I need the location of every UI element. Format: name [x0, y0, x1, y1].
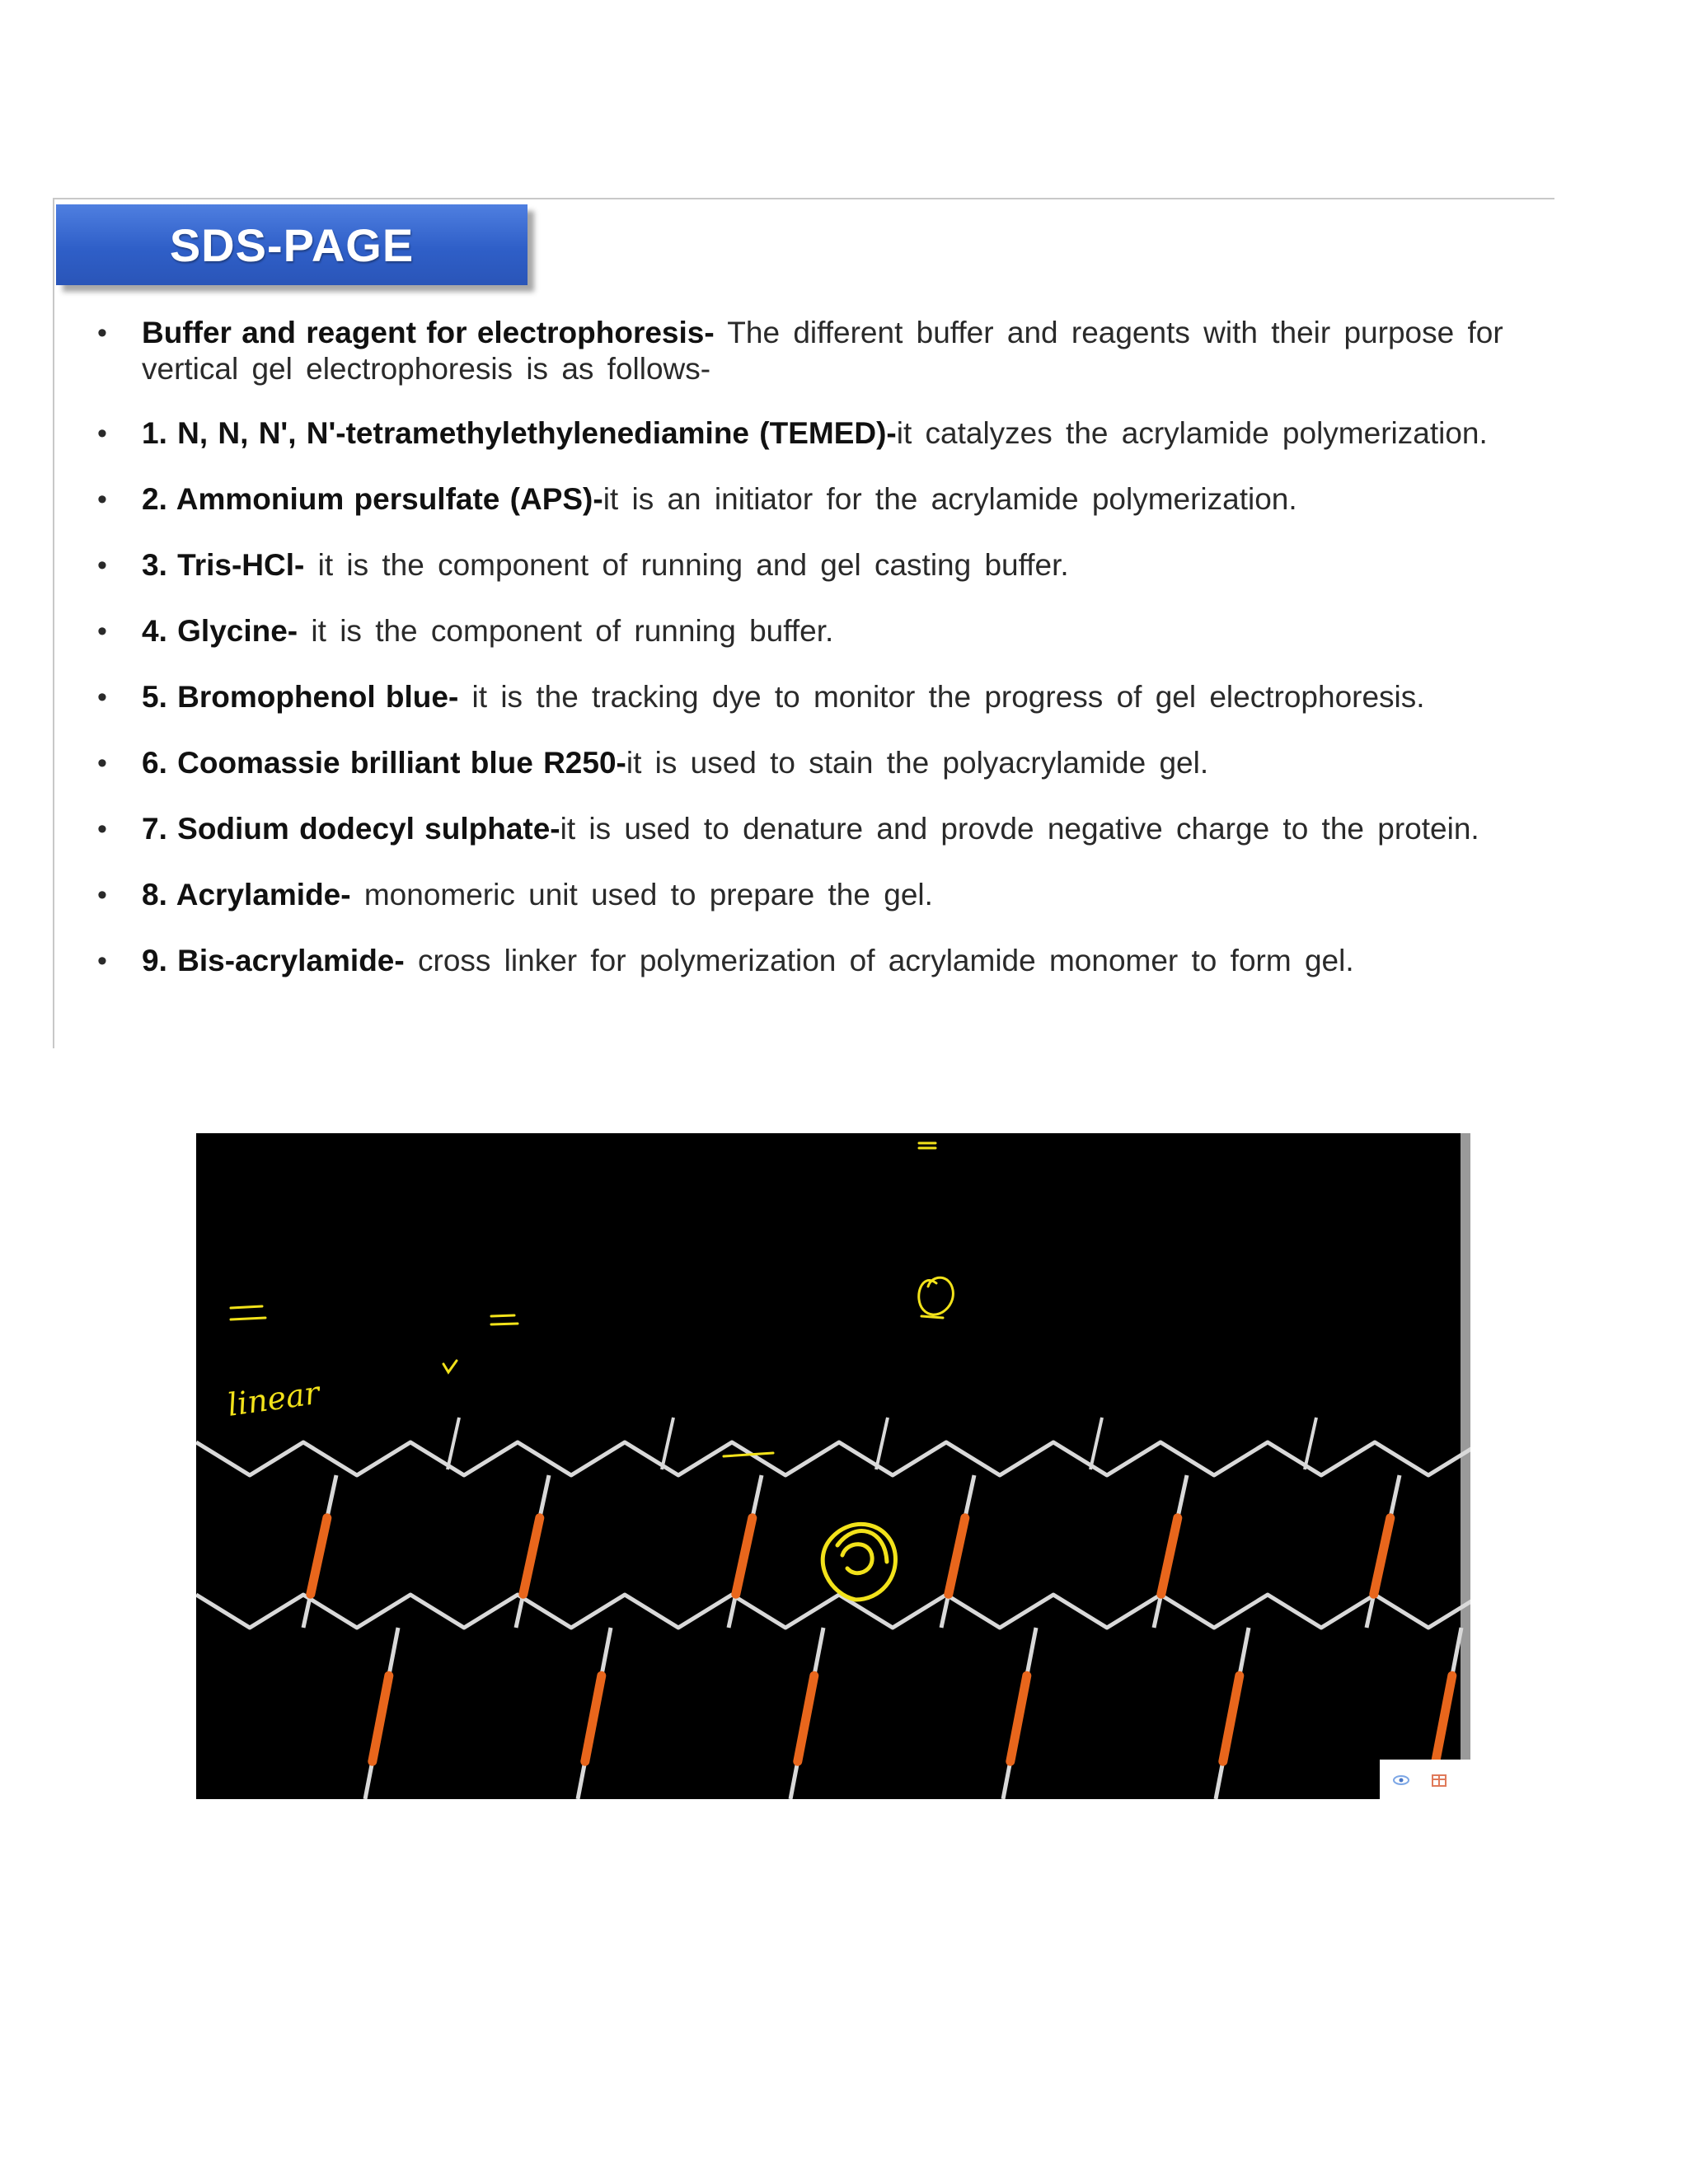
- item-description: it is used to stain the polyacrylamide gel.: [626, 746, 1209, 780]
- bullet-icon: •: [97, 317, 107, 349]
- bullet-icon: •: [97, 813, 107, 845]
- item-term: 2. Ammonium persulfate (APS)-: [142, 482, 603, 516]
- list-item: [91, 679, 1541, 715]
- item-description: it is the component of running buffer.: [298, 614, 834, 648]
- bullet-icon: •: [97, 616, 107, 647]
- list-item-intro: [91, 315, 1541, 387]
- bullet-icon: •: [97, 418, 107, 449]
- intro-heading: Buffer and reagent for electrophoresis-: [142, 316, 715, 349]
- list-item: [91, 877, 1541, 913]
- item-term: 9. Bis-acrylamide-: [142, 944, 405, 977]
- polyacrylamide-diagram: [196, 1133, 1470, 1799]
- corner-icons: [1380, 1760, 1470, 1799]
- list-item: [91, 481, 1541, 518]
- item-description: it is the tracking dye to monitor the progress of gel electrophoresis.: [458, 680, 1425, 714]
- intro-text: The different buffer and reagents with their purpose for vertical gel electrophoresis is as follows-: [142, 316, 1503, 386]
- item-term: 7. Sodium dodecyl sulphate-: [142, 812, 560, 846]
- title-banner: [56, 204, 528, 285]
- item-term: 1. N, N, N', N'-tetramethylethylenediamine (TEMED)-: [142, 416, 897, 450]
- bullet-icon: •: [97, 879, 107, 911]
- bullet-icon: •: [97, 748, 107, 779]
- item-description: cross linker for polymerization of acrylamide monomer to form gel.: [404, 944, 1354, 977]
- list-item: [91, 943, 1541, 979]
- list-item: [91, 415, 1541, 452]
- list-item: [91, 745, 1541, 781]
- diagram-scrollbar: [1461, 1133, 1470, 1760]
- item-description: it catalyzes the acrylamide polymerization.: [896, 416, 1488, 450]
- item-term: 8. Acrylamide-: [142, 878, 351, 912]
- item-description: it is used to denature and provde negative charge to the protein.: [560, 812, 1479, 846]
- item-term: 6. Coomassie brilliant blue R250-: [142, 746, 626, 780]
- item-description: it is the component of running and gel casting buffer.: [304, 548, 1069, 582]
- bullet-icon: •: [97, 945, 107, 977]
- bullet-icon: •: [97, 682, 107, 713]
- bullet-icon: •: [97, 484, 107, 515]
- list-item: [91, 613, 1541, 649]
- list-item: [91, 811, 1541, 847]
- bullet-icon: •: [97, 550, 107, 581]
- item-description: monomeric unit used to prepare the gel.: [350, 878, 933, 912]
- item-description: it is an initiator for the acrylamide polymerization.: [603, 482, 1297, 516]
- list-item: [91, 547, 1541, 583]
- item-term: 3. Tris-HCl-: [142, 548, 305, 582]
- slide-title: SDS-PAGE: [169, 218, 415, 271]
- item-term: 4. Glycine-: [142, 614, 298, 648]
- reagent-list: [91, 315, 1541, 1009]
- ink-label-linear: linear: [225, 1374, 322, 1423]
- item-term: 5. Bromophenol blue-: [142, 680, 459, 714]
